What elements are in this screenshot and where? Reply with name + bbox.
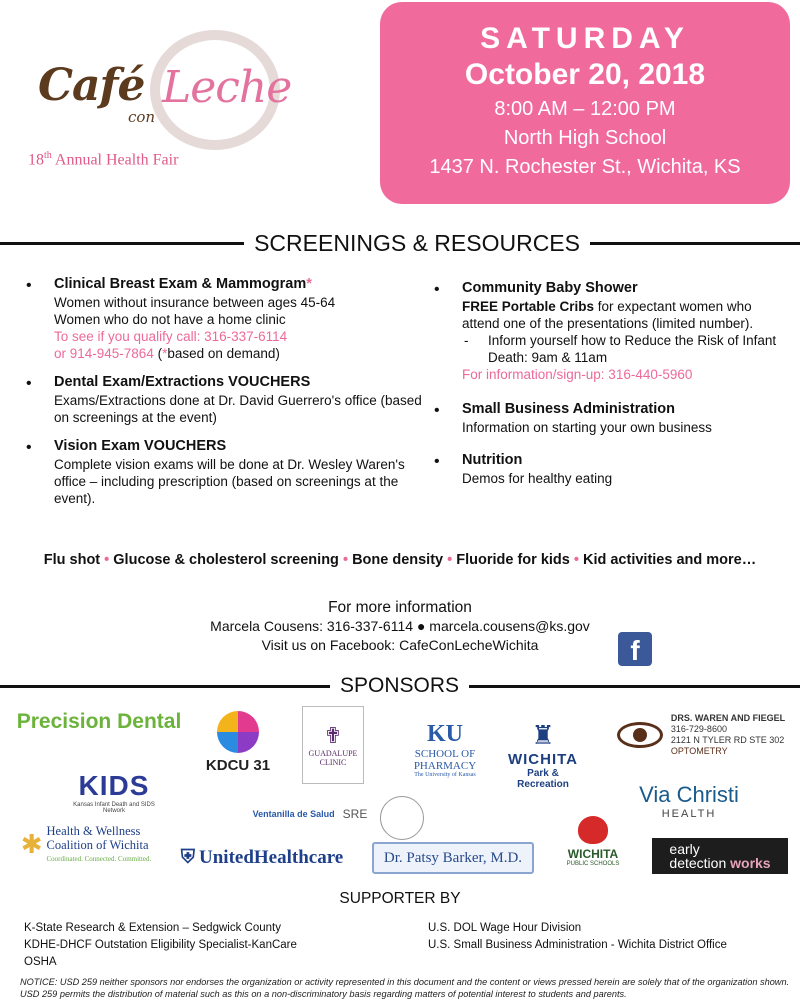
bullet-icon: • (434, 402, 440, 419)
list-item (432, 452, 782, 487)
screenings-right-column (432, 280, 782, 499)
item-phone-line-2: or 914-945-7864 (*based on demand) (54, 346, 280, 361)
supporters-right (428, 920, 788, 954)
item-line: Women who do not have a home clinic (54, 312, 286, 327)
item-title: Community Baby Shower (462, 280, 638, 296)
ku-line2: PHARMACY (413, 759, 477, 772)
apple-icon (578, 816, 608, 844)
fair-ordinal: 18 (28, 151, 44, 169)
sponsors-heading: SPONSORS (340, 674, 460, 697)
supporter-item: U.S. Small Business Administration - Wichita District Office (428, 939, 727, 951)
supporter-item: OSHA (24, 956, 57, 968)
item-line: Exams/Extractions done at Dr. David Guerrero's office (based on screenings at the event) (54, 393, 422, 425)
via-christi-logo (614, 776, 764, 826)
service-item: Flu shot (43, 552, 101, 568)
parks-text: Park & Recreation (517, 768, 569, 790)
services-line (0, 552, 800, 568)
wps-tagline: PUBLIC SCHOOLS (566, 860, 620, 867)
bullet-icon: ● (416, 618, 426, 634)
supporter-item: U.S. DOL Wage Hour Division (428, 922, 582, 934)
hw-text: Health & Wellness Coalition of Wichita Coordinated. Connected. Committed. (46, 824, 152, 863)
univision-mark-icon (217, 711, 259, 753)
supporter-item: K-State Research & Extension – Sedgwick County (24, 922, 281, 934)
list-item (432, 401, 782, 436)
bullet-icon: • (26, 375, 32, 392)
early-text: early detection works (669, 841, 771, 871)
clinic-text: CLINIC (319, 758, 347, 767)
item-subline: - Inform yourself how to Reduce the Risk of Infant Death: 9am & 11am (464, 333, 777, 365)
optometry-text: DRS. WAREN AND FIEGEL 316-729-8600 2121 N TYLER RD STE 302 OPTOMETRY (670, 713, 786, 756)
rule-right (590, 242, 800, 245)
info-heading: For more information (328, 599, 472, 616)
rule-left (0, 685, 330, 688)
list-item (24, 374, 424, 426)
screenings-left-column (24, 276, 424, 519)
contact-email-link[interactable]: marcela.cousens@ks.gov (429, 618, 590, 634)
via-christi-text: Via Christi (639, 782, 739, 807)
item-line: FREE Portable Cribs for expectant women who attend one of the presentations (limited number). (462, 299, 754, 331)
ku-line3: The University of Kansas (414, 771, 476, 778)
kids-tagline: Kansas Infant Death and SIDS Network (73, 802, 155, 814)
ku-pharmacy-logo (404, 714, 486, 784)
ventanilla-text: Ventanilla de Salud (252, 809, 335, 819)
event-time: 8:00 AM – 12:00 PM (494, 98, 676, 120)
diamond-icon: • (342, 552, 349, 568)
list-item (24, 276, 424, 362)
mexico-seal-icon (380, 796, 424, 840)
screenings-heading: SCREENINGS & RESOURCES (254, 230, 580, 256)
service-item: Bone density (352, 552, 444, 568)
item-title: Vision Exam VOUCHERS (54, 438, 227, 454)
service-item: Fluoride for kids (456, 552, 570, 568)
fair-ordinal-suffix: th (44, 150, 52, 161)
diamond-icon: • (447, 552, 453, 568)
event-address: 1437 N. Rochester St., Wichita, KS (429, 156, 741, 178)
logo-leche-text: Leche (162, 62, 292, 113)
usd-259-notice: NOTICE: USD 259 neither sponsors nor endorses the organization or activity represented in this document and the content or views pressed herein are solely that of the organization shown. USD 259 permits the distribution of material such as this on a non-discriminatory basis regarding matters of potential interest to students and parents. (20, 977, 790, 999)
screenings-header (0, 230, 800, 257)
service-item: Kid activities and more… (582, 552, 757, 568)
supporters-heading: SUPPORTER BY (339, 890, 461, 907)
diamond-icon: • (104, 552, 110, 568)
event-date-box (380, 2, 790, 204)
contact-info (0, 598, 800, 655)
item-line: Demos for healthy eating (462, 471, 613, 486)
logo-cafe-text: Café (38, 60, 145, 111)
virgin-figure-icon: ✟ (323, 723, 343, 748)
bullet-icon: • (434, 281, 440, 298)
ventanilla-sre-logo (250, 788, 370, 840)
kids-network-logo (64, 770, 164, 814)
sre-text: SRE (342, 807, 368, 821)
bullet-icon: • (26, 277, 32, 294)
united-healthcare-logo (174, 840, 350, 876)
shield-icon: ⛨ (180, 847, 195, 868)
ku-line1: SCHOOL OF (414, 747, 476, 760)
item-line: Complete vision exams will be done at Dr. Wesley Waren's office – including prescription (based on screenings at the event). (54, 457, 405, 506)
bullet-icon: • (434, 453, 440, 470)
wichita-text: WICHITA (507, 751, 579, 768)
sponsors-header (0, 674, 800, 698)
diamond-icon: • (573, 552, 579, 568)
uhc-text: UnitedHealthcare (199, 847, 344, 868)
facebook-icon[interactable]: f (618, 632, 652, 666)
eye-icon (617, 722, 663, 748)
item-signup-line: For information/sign-up: 316-440-5960 (462, 367, 693, 382)
optometry-logo (608, 712, 794, 758)
ku-text: KU (427, 720, 463, 747)
cafe-con-leche-logo (20, 30, 330, 170)
patsy-barker-logo: Dr. Patsy Barker, M.D. (372, 842, 534, 874)
item-phone-line: To see if you qualify call: 316-337-6114 (54, 329, 288, 344)
wichita-tower-icon: ♜ (531, 720, 555, 750)
facebook-label: Visit us on Facebook: (261, 637, 396, 653)
kdcu-logo (202, 706, 274, 778)
figure-icon: ✱ (20, 830, 43, 859)
wps-text: WICHITA (567, 846, 619, 861)
guadalupe-text: GUADALUPE (308, 749, 358, 758)
kids-text: KIDS (78, 770, 150, 801)
service-item: Glucose & cholesterol screening (113, 552, 339, 568)
item-title: Dental Exam/Extractions VOUCHERS (54, 374, 311, 390)
supporter-item: KDHE-DHCF Outstation Eligibility Specialist-KanCare (24, 939, 297, 951)
item-title: Small Business Administration (462, 401, 675, 417)
item-line: Women without insurance between ages 45-64 (54, 295, 336, 310)
precision-dental-logo: Precision Dental (16, 710, 182, 733)
bullet-icon: • (26, 439, 32, 456)
fair-title-rest: Annual Health Fair (51, 151, 179, 169)
item-title: Nutrition (462, 452, 523, 468)
health-text: HEALTH (661, 808, 717, 820)
rule-left (0, 242, 244, 245)
early-detection-works-logo (652, 838, 788, 874)
event-venue: North High School (503, 127, 667, 149)
event-date: October 20, 2018 (464, 58, 706, 91)
supporters-left (24, 920, 404, 971)
guadalupe-clinic-logo (302, 706, 364, 784)
rule-right (469, 685, 800, 688)
item-title: Clinical Breast Exam & Mammogram* (54, 276, 312, 292)
facebook-line (0, 636, 800, 655)
list-item (432, 280, 782, 383)
wichita-public-schools-logo (560, 808, 626, 874)
health-wellness-coalition-logo (8, 812, 164, 878)
facebook-handle-link[interactable]: CafeConLecheWichita (399, 637, 539, 653)
contact-line (0, 617, 800, 636)
fair-title (28, 150, 178, 169)
wichita-parks-logo (500, 712, 586, 798)
contact-name-phone: Marcela Cousens: 316-337-6114 (210, 618, 414, 634)
event-day: SATURDAY (480, 22, 690, 55)
kdcu-text: KDCU 31 (205, 756, 271, 774)
logo-con-text: con (128, 108, 156, 126)
item-line: Information on starting your own business (462, 420, 712, 435)
list-item (24, 438, 424, 507)
